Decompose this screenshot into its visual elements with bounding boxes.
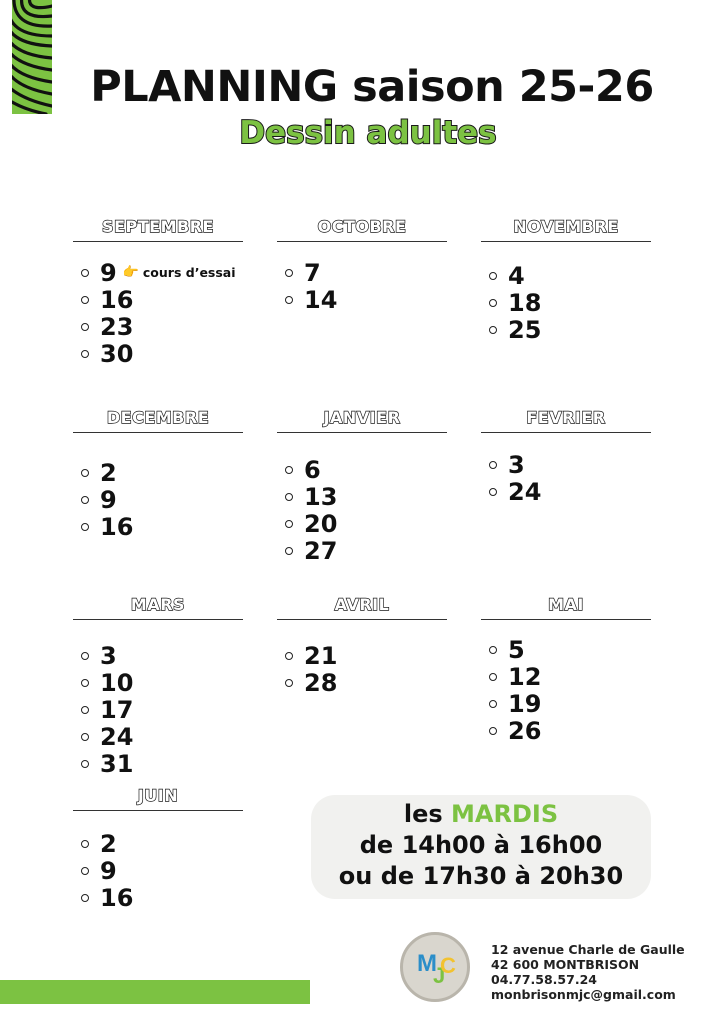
bullet-icon: [81, 867, 89, 875]
bullet-icon: [285, 520, 293, 528]
contact-phone[interactable]: 04.77.58.57.24: [491, 972, 597, 987]
date-item: [73, 669, 243, 696]
date-value: 12: [508, 662, 542, 691]
bullet-icon: [489, 299, 497, 307]
date-value: 13: [304, 482, 338, 511]
month-december: [73, 408, 243, 540]
date-value: 17: [100, 695, 134, 724]
trial-note-text: cours d’essai: [142, 265, 236, 280]
month-name: JUIN: [137, 786, 179, 805]
date-value: 5: [508, 635, 525, 664]
date-list: [277, 642, 447, 696]
date-item: [73, 830, 243, 857]
date-list: [73, 259, 243, 367]
bullet-icon: [81, 733, 89, 741]
schedule-box: [311, 795, 651, 899]
bullet-icon: [81, 269, 89, 277]
month-name: OCTOBRE: [317, 217, 407, 236]
date-item: [481, 663, 651, 690]
month-divider: [73, 241, 243, 242]
bullet-icon: [489, 673, 497, 681]
date-value: 9: [100, 856, 117, 885]
bullet-icon: [285, 547, 293, 555]
date-value: 7: [304, 258, 321, 287]
date-value: 25: [508, 315, 542, 344]
date-item: [73, 313, 243, 340]
date-value: 24: [100, 722, 134, 751]
bullet-icon: [489, 272, 497, 280]
page-title: PLANNING saison 25-26: [90, 62, 654, 112]
month-november: [481, 217, 651, 343]
date-item: [73, 486, 243, 513]
date-item: [481, 690, 651, 717]
pointing-hand-icon: 👉: [122, 265, 139, 280]
contact-block: [491, 942, 685, 1002]
date-item: [73, 259, 243, 286]
bullet-icon: [81, 296, 89, 304]
month-divider: [73, 619, 243, 620]
date-item: [277, 510, 447, 537]
date-item: [73, 286, 243, 313]
date-item: [481, 478, 651, 505]
date-item: [481, 262, 651, 289]
month-october: [277, 217, 447, 313]
date-value: 28: [304, 668, 338, 697]
date-item: [73, 723, 243, 750]
date-item: [277, 259, 447, 286]
date-list: [73, 459, 243, 540]
mjc-logo: [400, 932, 470, 1002]
date-value: 30: [100, 339, 134, 368]
date-item: [481, 316, 651, 343]
date-item: [73, 750, 243, 777]
bullet-icon: [81, 523, 89, 531]
date-item: [277, 669, 447, 696]
month-june: [73, 786, 243, 911]
date-value: 23: [100, 312, 134, 341]
date-item: [73, 513, 243, 540]
date-value: 3: [508, 450, 525, 479]
footer-accent-bar: [0, 980, 310, 1004]
bullet-icon: [81, 760, 89, 768]
trial-note: [123, 265, 236, 280]
month-name: DECEMBRE: [106, 408, 210, 427]
date-list: [277, 259, 447, 313]
date-value: 18: [508, 288, 542, 317]
date-item: [481, 717, 651, 744]
date-value: 2: [100, 829, 117, 858]
contact-address-1: 12 avenue Charle de Gaulle: [491, 942, 685, 957]
month-divider: [277, 432, 447, 433]
date-value: 9: [100, 258, 117, 287]
bullet-icon: [81, 706, 89, 714]
bullet-icon: [81, 679, 89, 687]
month-divider: [73, 810, 243, 811]
date-value: 19: [508, 689, 542, 718]
date-item: [481, 451, 651, 478]
schedule-day-line: [311, 799, 651, 830]
date-value: 16: [100, 285, 134, 314]
schedule-slot-1: de 14h00 à 16h00: [359, 831, 603, 859]
date-item: [277, 642, 447, 669]
date-list: [73, 642, 243, 777]
date-value: 10: [100, 668, 134, 697]
svg-text:J: J: [433, 963, 446, 988]
bullet-icon: [81, 894, 89, 902]
bullet-icon: [81, 652, 89, 660]
date-item: [481, 636, 651, 663]
date-list: [481, 451, 651, 505]
date-value: 16: [100, 883, 134, 912]
page-subtitle: Dessin adultes: [239, 115, 497, 151]
svg-text:M: M: [417, 950, 437, 977]
date-item: [481, 289, 651, 316]
bullet-icon: [285, 679, 293, 687]
date-item: [277, 483, 447, 510]
date-item: [277, 537, 447, 564]
month-february: [481, 408, 651, 505]
contact-address-2: 42 600 MONTBRISON: [491, 957, 640, 972]
date-list: [277, 456, 447, 564]
date-value: 3: [100, 641, 117, 670]
date-value: 4: [508, 261, 525, 290]
bullet-icon: [285, 652, 293, 660]
date-value: 27: [304, 536, 338, 565]
month-divider: [277, 241, 447, 242]
month-name: FEVRIER: [526, 408, 606, 427]
bullet-icon: [489, 461, 497, 469]
month-name: MARS: [130, 595, 186, 614]
date-value: 9: [100, 485, 117, 514]
bullet-icon: [489, 326, 497, 334]
bullet-icon: [285, 296, 293, 304]
month-name: SEPTEMBRE: [102, 217, 214, 236]
month-divider: [481, 619, 651, 620]
month-name: MAI: [548, 595, 584, 614]
month-divider: [481, 241, 651, 242]
date-list: [73, 830, 243, 911]
date-item: [73, 696, 243, 723]
svg-text:C: C: [440, 953, 456, 978]
date-value: 20: [304, 509, 338, 538]
date-list: [481, 262, 651, 343]
date-item: [277, 286, 447, 313]
date-value: 16: [100, 512, 134, 541]
month-divider: [73, 432, 243, 433]
date-value: 14: [304, 285, 338, 314]
month-may: [481, 595, 651, 744]
month-name: JANVIER: [323, 408, 401, 427]
bullet-icon: [81, 323, 89, 331]
month-march: [73, 595, 243, 777]
month-divider: [481, 432, 651, 433]
date-item: [73, 642, 243, 669]
month-january: [277, 408, 447, 564]
date-value: 26: [508, 716, 542, 745]
date-item: [73, 884, 243, 911]
bullet-icon: [285, 493, 293, 501]
bullet-icon: [81, 840, 89, 848]
month-september: [73, 217, 243, 367]
bullet-icon: [81, 496, 89, 504]
schedule-prefix: les: [403, 800, 443, 828]
date-list: [481, 636, 651, 744]
bullet-icon: [285, 466, 293, 474]
bullet-icon: [285, 269, 293, 277]
date-value: 31: [100, 749, 134, 778]
bullet-icon: [81, 469, 89, 477]
bullet-icon: [489, 727, 497, 735]
bullet-icon: [81, 350, 89, 358]
month-name: AVRIL: [334, 595, 390, 614]
schedule-slot-2: ou de 17h30 à 20h30: [338, 862, 624, 890]
date-item: [73, 340, 243, 367]
date-item: [73, 857, 243, 884]
bullet-icon: [489, 700, 497, 708]
date-value: 21: [304, 641, 338, 670]
bullet-icon: [489, 488, 497, 496]
contact-email[interactable]: monbrisonmjc@gmail.com: [491, 987, 676, 1002]
month-name: NOVEMBRE: [513, 217, 619, 236]
date-item: [73, 459, 243, 486]
date-item: [277, 456, 447, 483]
date-value: 6: [304, 455, 321, 484]
date-value: 24: [508, 477, 542, 506]
month-divider: [277, 619, 447, 620]
month-april: [277, 595, 447, 696]
bullet-icon: [489, 646, 497, 654]
date-value: 2: [100, 458, 117, 487]
schedule-day: MARDIS: [451, 800, 559, 828]
